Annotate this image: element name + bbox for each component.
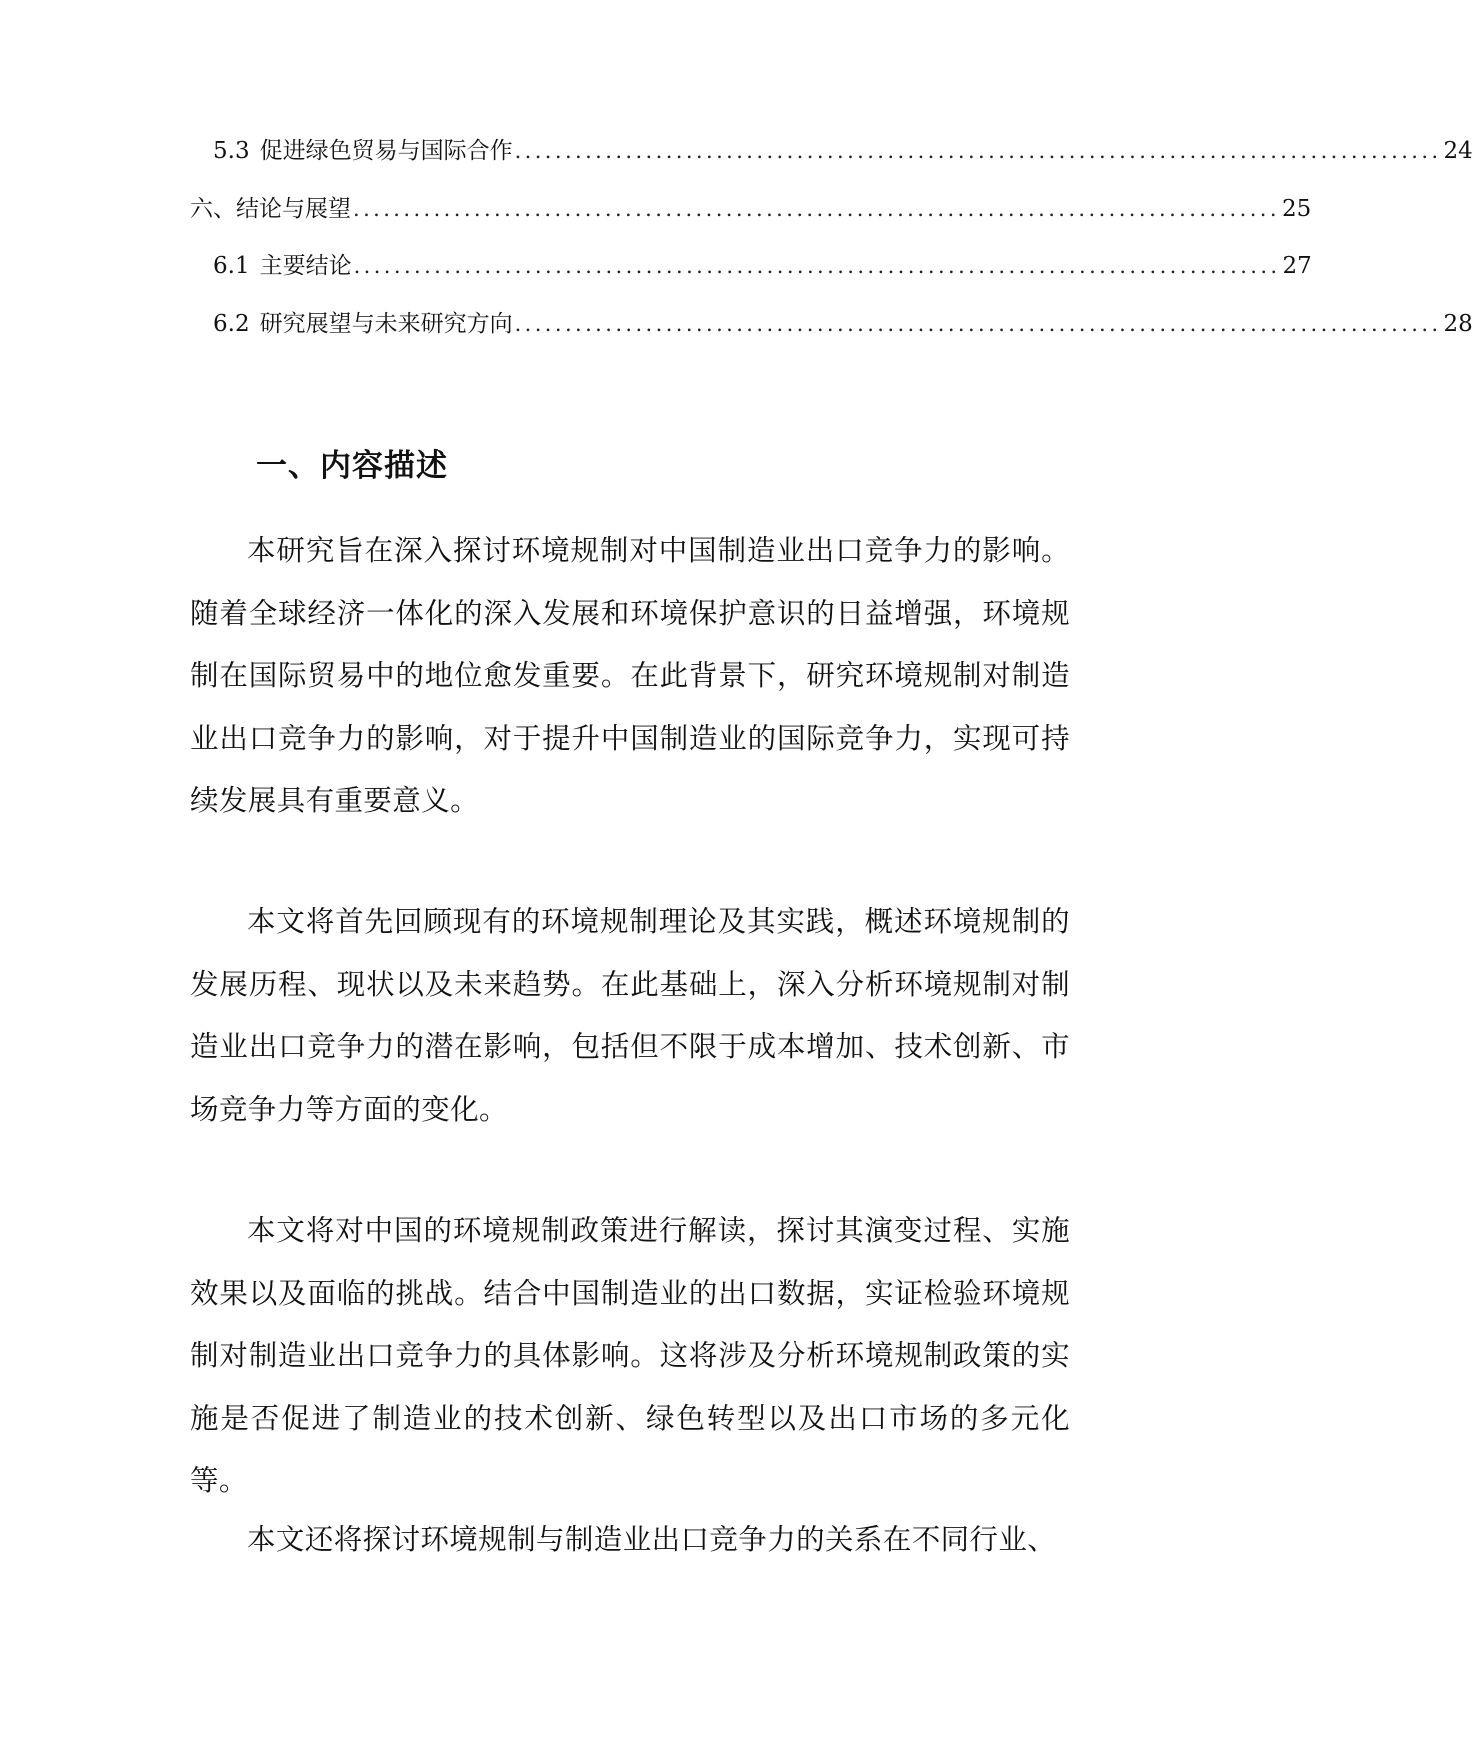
toc-leader-dots: ............................................................................................	[514, 312, 1442, 336]
toc-entry-title: 促进绿色贸易与国际合作	[259, 138, 513, 164]
toc-entry-title: 六、结论与展望	[190, 196, 351, 222]
toc-entry[interactable]	[213, 251, 1312, 281]
toc-leader-dots: ............................................................................................	[353, 254, 1281, 278]
toc-entry-number: 5.3	[213, 138, 250, 164]
toc-entry-title: 研究展望与未来研究方向	[259, 311, 513, 337]
toc-page-number: 25	[1281, 196, 1312, 222]
toc-leader-dots: ............................................................................................	[353, 197, 1280, 221]
toc-entry[interactable]	[213, 309, 1473, 339]
toc-leader-dots: ............................................................................................	[514, 139, 1442, 163]
toc-page-number: 27	[1282, 253, 1312, 279]
toc-page-number: 24	[1443, 138, 1473, 164]
body-paragraph: 本研究旨在深入探讨环境规制对中国制造业出口竞争力的影响。随着全球经济一体化的深入发展和环境保护意识的日益增强，环境规制在国际贸易中的地位愈发重要。在此背景下，研究环境规制对制造业出口竞争力的影响，对于提升中国制造业的国际竞争力，实现可持续发展具有重要意义。	[190, 534, 1070, 817]
section-heading: 一、内容描述	[256, 448, 448, 484]
toc-entry-number: 6.1	[213, 253, 250, 279]
body-paragraph: 本文将对中国的环境规制政策进行解读，探讨其演变过程、实施效果以及面临的挑战。结合中国制造业的出口数据，实证检验环境规制对制造业出口竞争力的具体影响。这将涉及分析环境规制政策的实施是否促进了制造业的技术创新、绿色转型以及出口市场的多元化等。	[190, 1214, 1070, 1497]
body-paragraph: 本文还将探讨环境规制与制造业出口竞争力的关系在不同行业、	[247, 1523, 1057, 1556]
body-paragraph: 本文将首先回顾现有的环境规制理论及其实践，概述环境规制的发展历程、现状以及未来趋势。在此基础上，深入分析环境规制对制造业出口竞争力的潜在影响，包括但不限于成本增加、技术创新、市场竞争力等方面的变化。	[190, 905, 1070, 1126]
toc-entry[interactable]	[190, 194, 1312, 224]
toc-entry[interactable]	[213, 136, 1473, 166]
toc-entry-title: 主要结论	[259, 253, 352, 279]
toc-entry-number: 6.2	[213, 311, 250, 337]
toc-page-number: 28	[1443, 311, 1473, 337]
